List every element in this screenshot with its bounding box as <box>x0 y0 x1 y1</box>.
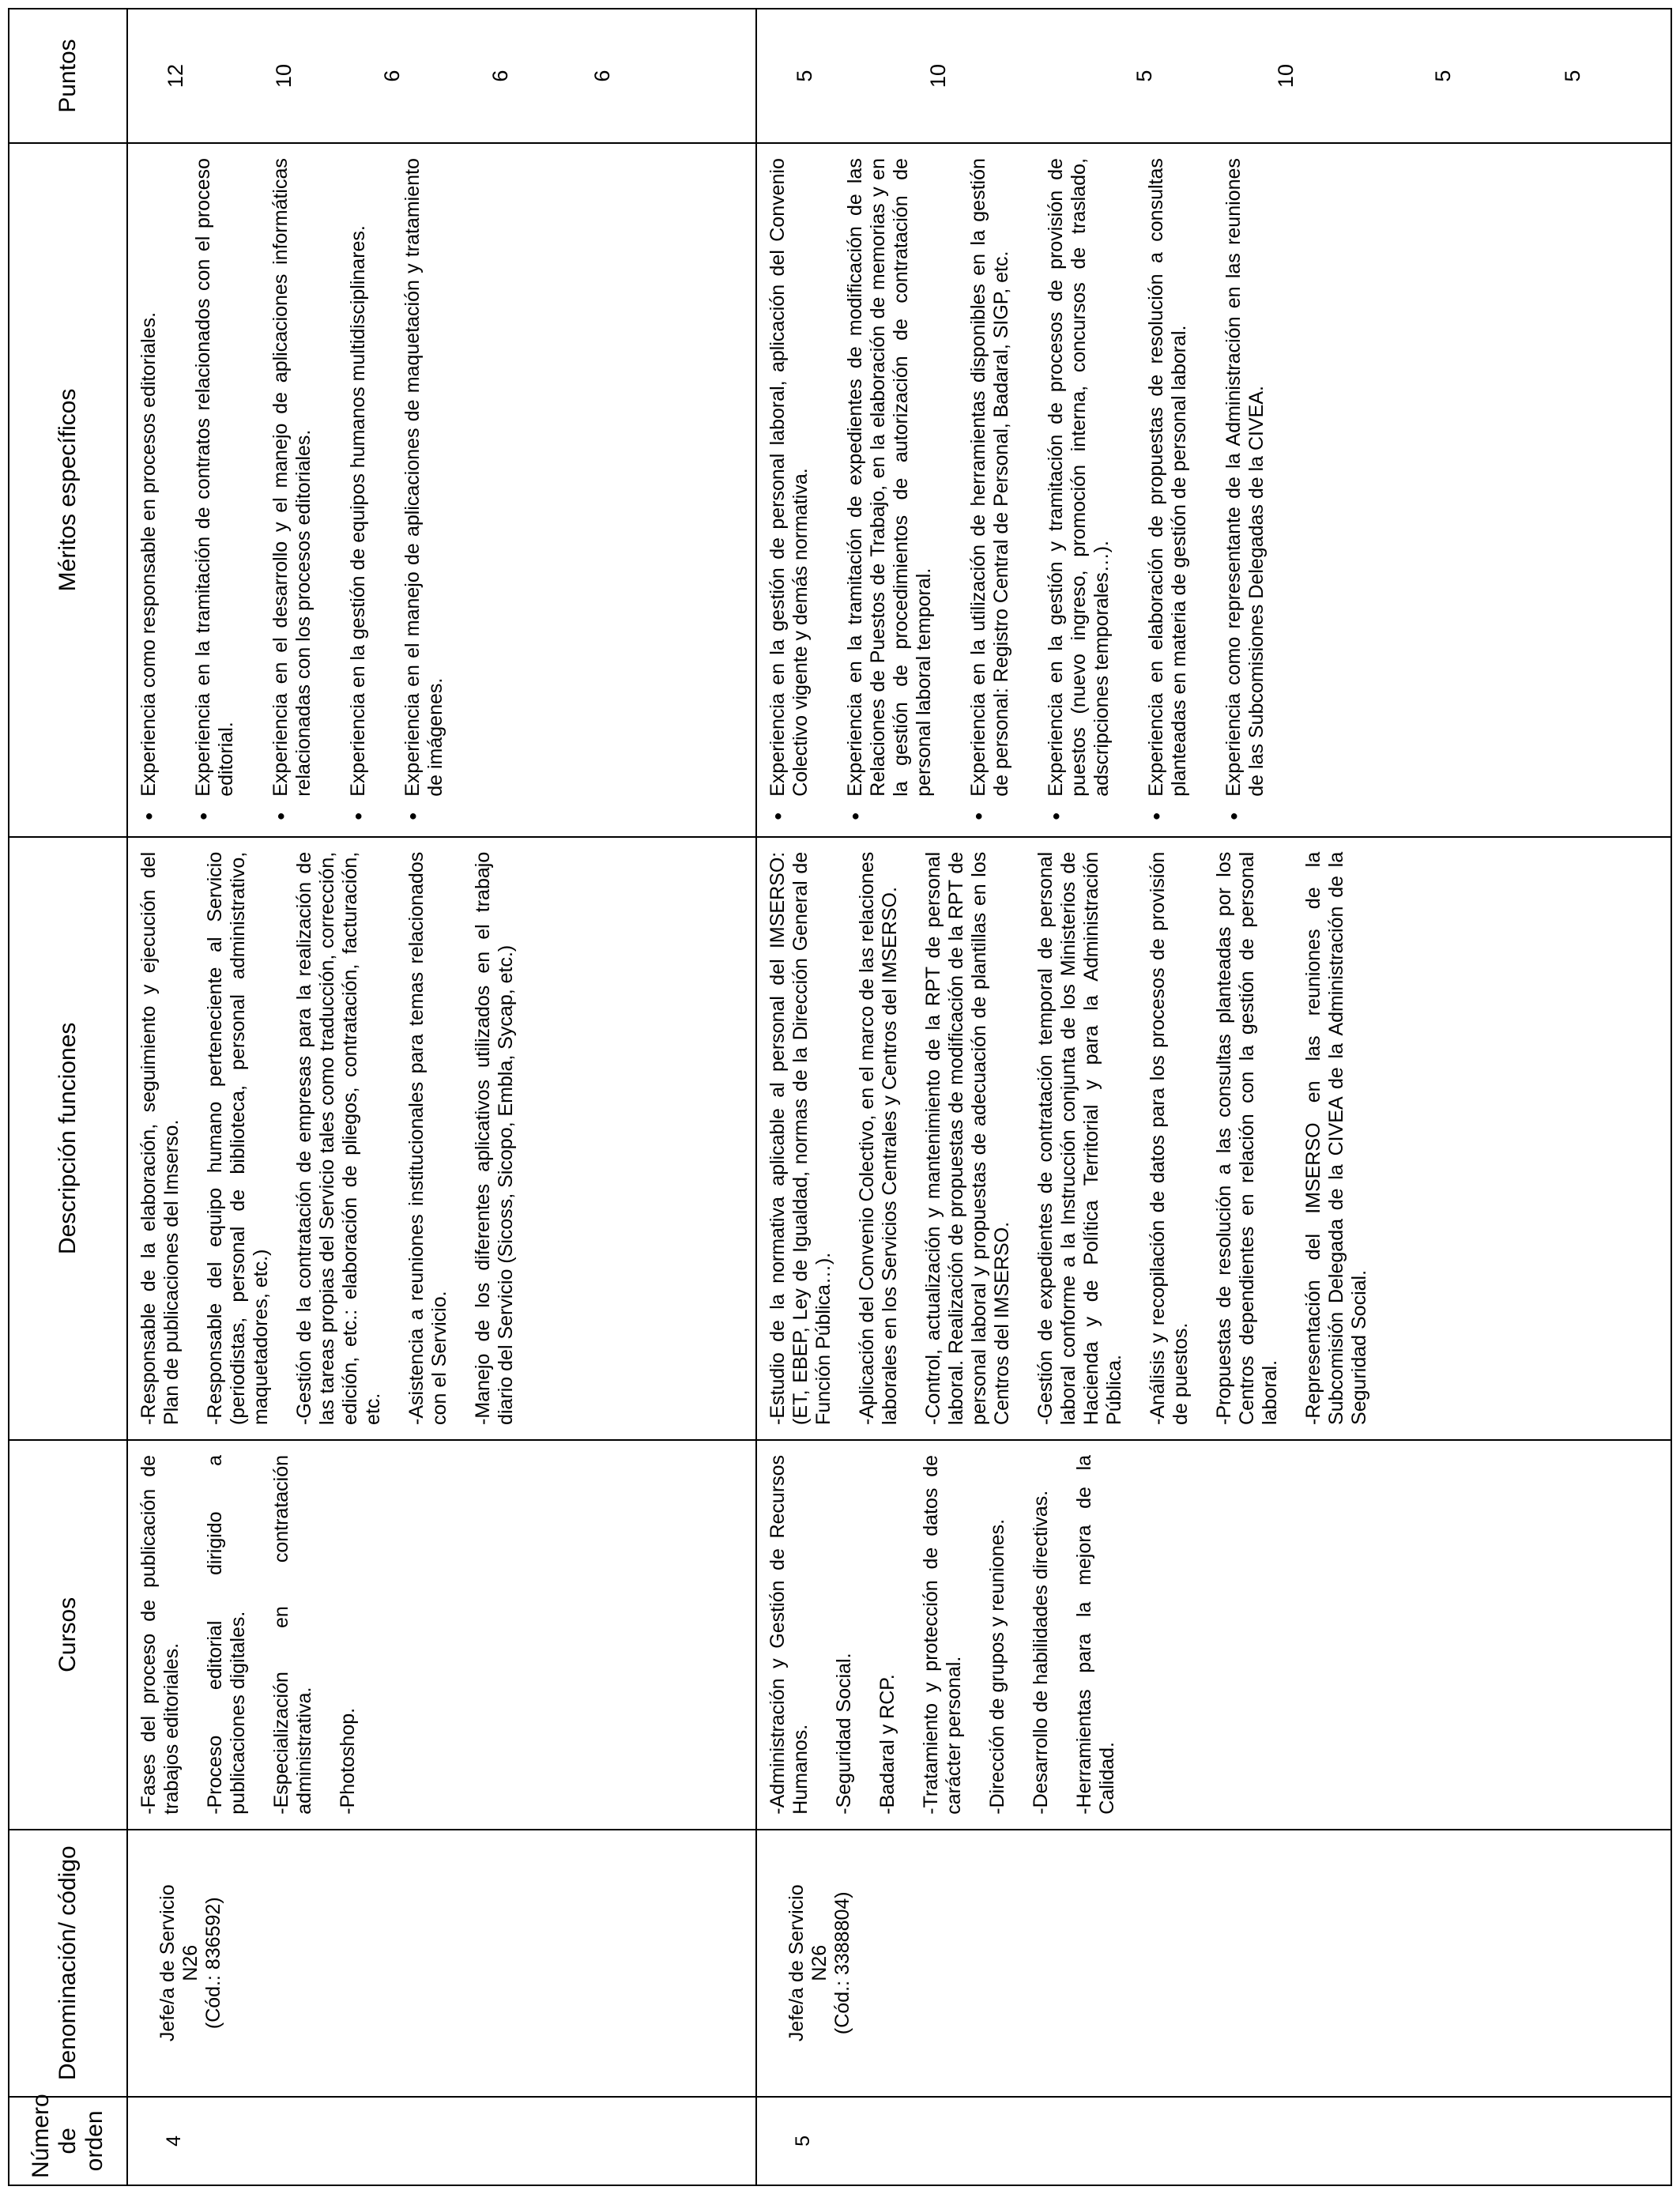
descripcion-item: -Responsable del equipo humano perteneciente al Servicio (periodistas, personal de biblioteca, personal administrativo, maquetadores, etc.) <box>204 851 272 1425</box>
denominacion-line: (Cód.: 836592) <box>202 1897 224 2030</box>
header-cursos: Cursos <box>9 1440 127 1830</box>
cell-meritos <box>756 143 1671 837</box>
denominacion-line: N26 <box>808 1944 831 1981</box>
merito-item: • Experiencia en la gestión de equipos humanos multidisciplinares. <box>347 158 370 822</box>
merito-item: • Experiencia en el desarrollo y el manejo de aplicaciones informáticas relacionadas con los procesos editoriales. <box>269 158 315 822</box>
puntos-value: 5 <box>1430 70 1455 82</box>
puntos-value: 12 <box>164 64 187 89</box>
curso-item: -Desarrollo de habilidades directivas. <box>1029 1490 1052 1815</box>
header-puntos: Puntos <box>9 9 127 143</box>
puntos-value: 6 <box>590 70 614 82</box>
curso-item: -Administración y Gestión de Recursos Humanos. <box>766 1454 812 1815</box>
descripcion-item: -Gestión de expedientes de contratación temporal de personal laboral conforme a la Instrucción conjunta de los Ministerios de Hacienda y de Política Territorial y para la Administración Pública. <box>1034 851 1125 1425</box>
denominacion-line: (Cód.: 3388804) <box>831 1891 853 2035</box>
curso-item: -Badaral y RCP. <box>876 1674 898 1815</box>
header-numero: Número de orden <box>9 2097 127 2185</box>
puntos-value: 10 <box>272 64 296 89</box>
cell-descripcion <box>756 837 1671 1440</box>
puntos-value: 5 <box>792 70 816 82</box>
header-meritos: Méritos específicos <box>9 143 127 837</box>
header-row <box>9 9 127 2185</box>
descripcion-item: -Control, actualización y mantenimiento de la RPT de personal laboral. Realización de propuestas de modificación de la RPT de personal laboral y propuestas de adecuación de plantillas en los Centros del IMSERSO. <box>921 851 1013 1425</box>
descripcion-item: -Análisis y recopilación de datos para los procesos de provisión de puestos. <box>1146 851 1192 1425</box>
merito-item: • Experiencia en la utilización de herramientas disponibles en la gestión de personal: Registro Central de Personal, Badaral, SIGP, etc. <box>967 158 1013 822</box>
curso-item: -Fases del proceso de publicación de trabajos editoriales. <box>137 1454 183 1815</box>
merito-item: • Experiencia en elaboración de propuestas de resolución a consultas planteadas en materia de gestión de personal laboral. <box>1145 158 1191 822</box>
denominacion-line: Jefe/a de Servicio <box>156 1884 179 2042</box>
descripcion-item: -Manejo de los diferentes aplicativos utilizados en el trabajo diario del Servicio (Sicoss, Sicopo, Embla, Sycap, etc.) <box>472 851 517 1425</box>
denominacion-line: N26 <box>179 1944 202 1981</box>
puntos-value: 10 <box>925 64 950 89</box>
cell-denominacion <box>756 1830 1671 2097</box>
descripcion-item: -Aplicación del Convenio Colectivo, en el marco de las relaciones laborales en los Servicios Centrales y Centros del IMSERSO. <box>855 851 901 1425</box>
puntos-value: 5 <box>1132 70 1156 82</box>
descripcion-item: -Representación del IMSERSO en las reuniones de la Subcomisión Delegada de la CIVEA de la Administración de la Seguridad Social. <box>1301 851 1370 1425</box>
cell-numero: 4 <box>127 2097 756 2185</box>
puntos-value: 10 <box>1273 64 1298 89</box>
header-denominacion: Denominación/ código <box>9 1830 127 2097</box>
merito-item: • Experiencia como responsable en procesos editoriales. <box>137 158 160 822</box>
merito-item: • Experiencia en la tramitación de contratos relacionados con el proceso editorial. <box>192 158 238 822</box>
curso-item: -Herramientas para la mejora de la Calidad. <box>1072 1454 1118 1815</box>
puntos-value: 5 <box>1560 70 1584 82</box>
table-row <box>756 9 1671 2185</box>
cell-descripcion <box>127 837 756 1440</box>
header-descripcion: Descripción funciones <box>9 837 127 1440</box>
puntos-value: 6 <box>488 70 512 82</box>
curso-item: -Dirección de grupos y reuniones. <box>985 1518 1008 1815</box>
curso-item: -Tratamiento y protección de datos de carácter personal. <box>919 1454 965 1815</box>
merito-item: • Experiencia en el manejo de aplicaciones de maquetación y tratamiento de imágenes. <box>401 158 447 822</box>
curso-item: -Proceso editorial dirigido a publicaciones digitales. <box>204 1454 249 1815</box>
descripcion-item: -Estudio de la normativa aplicable al personal del IMSERSO: (ET, EBEP, Ley de Igualdad, normas de la Dirección General de Función Pública…). <box>766 851 834 1425</box>
cell-meritos <box>127 143 756 837</box>
table-row <box>127 9 756 2185</box>
cell-numero: 5 <box>756 2097 1671 2185</box>
cell-cursos <box>127 1440 756 1830</box>
curso-item: -Photoshop. <box>337 1707 359 1815</box>
puntos-list <box>767 24 1584 128</box>
denominacion-line: Jefe/a de Servicio <box>785 1884 808 2042</box>
merito-item: • Experiencia en la tramitación de expedientes de modificación de las Relaciones de Puestos de Trabajo, en la elaboración de memorias y en la gestión de procedimientos de autorización de contratación de personal laboral temporal. <box>844 158 936 822</box>
merito-item: • Experiencia como representante de la Administración en las reuniones de las Subcomisiones Delegadas de la CIVEA. <box>1222 158 1268 822</box>
descripcion-item: -Responsable de la elaboración, seguimiento y ejecución del Plan de publicaciones del Imserso. <box>137 851 183 1425</box>
descripcion-item: -Gestión de la contratación de empresas para la realización de las tareas propias del Servicio tales como traducción, corrección, edición, etc.: elaboración de pliegos, contratación, facturación, etc. <box>293 851 384 1425</box>
merits-table <box>8 8 1672 2186</box>
puntos-list <box>137 24 614 128</box>
cell-cursos <box>756 1440 1671 1830</box>
curso-item: -Especialización en contratación administrativa. <box>270 1454 315 1815</box>
puntos-value: 6 <box>380 70 404 82</box>
descripcion-item: -Asistencia a reuniones institucionales para temas relacionados con el Servicio. <box>405 851 450 1425</box>
curso-item: -Seguridad Social. <box>832 1653 855 1815</box>
cell-denominacion <box>127 1830 756 2097</box>
merito-item: • Experiencia en la gestión de personal laboral, aplicación del Convenio Colectivo vigente y demás normativa. <box>767 158 812 822</box>
merito-item: • Experiencia en la gestión y tramitación de procesos de provisión de puestos (nuevo ingreso, promoción interna, concursos de traslado, adscripciones temporales…). <box>1045 158 1113 822</box>
descripcion-item: -Propuestas de resolución a las consultas planteadas por los Centros dependientes en relación con la gestión de personal laboral. <box>1212 851 1281 1425</box>
cell-puntos <box>756 9 1671 143</box>
cell-puntos <box>127 9 756 143</box>
